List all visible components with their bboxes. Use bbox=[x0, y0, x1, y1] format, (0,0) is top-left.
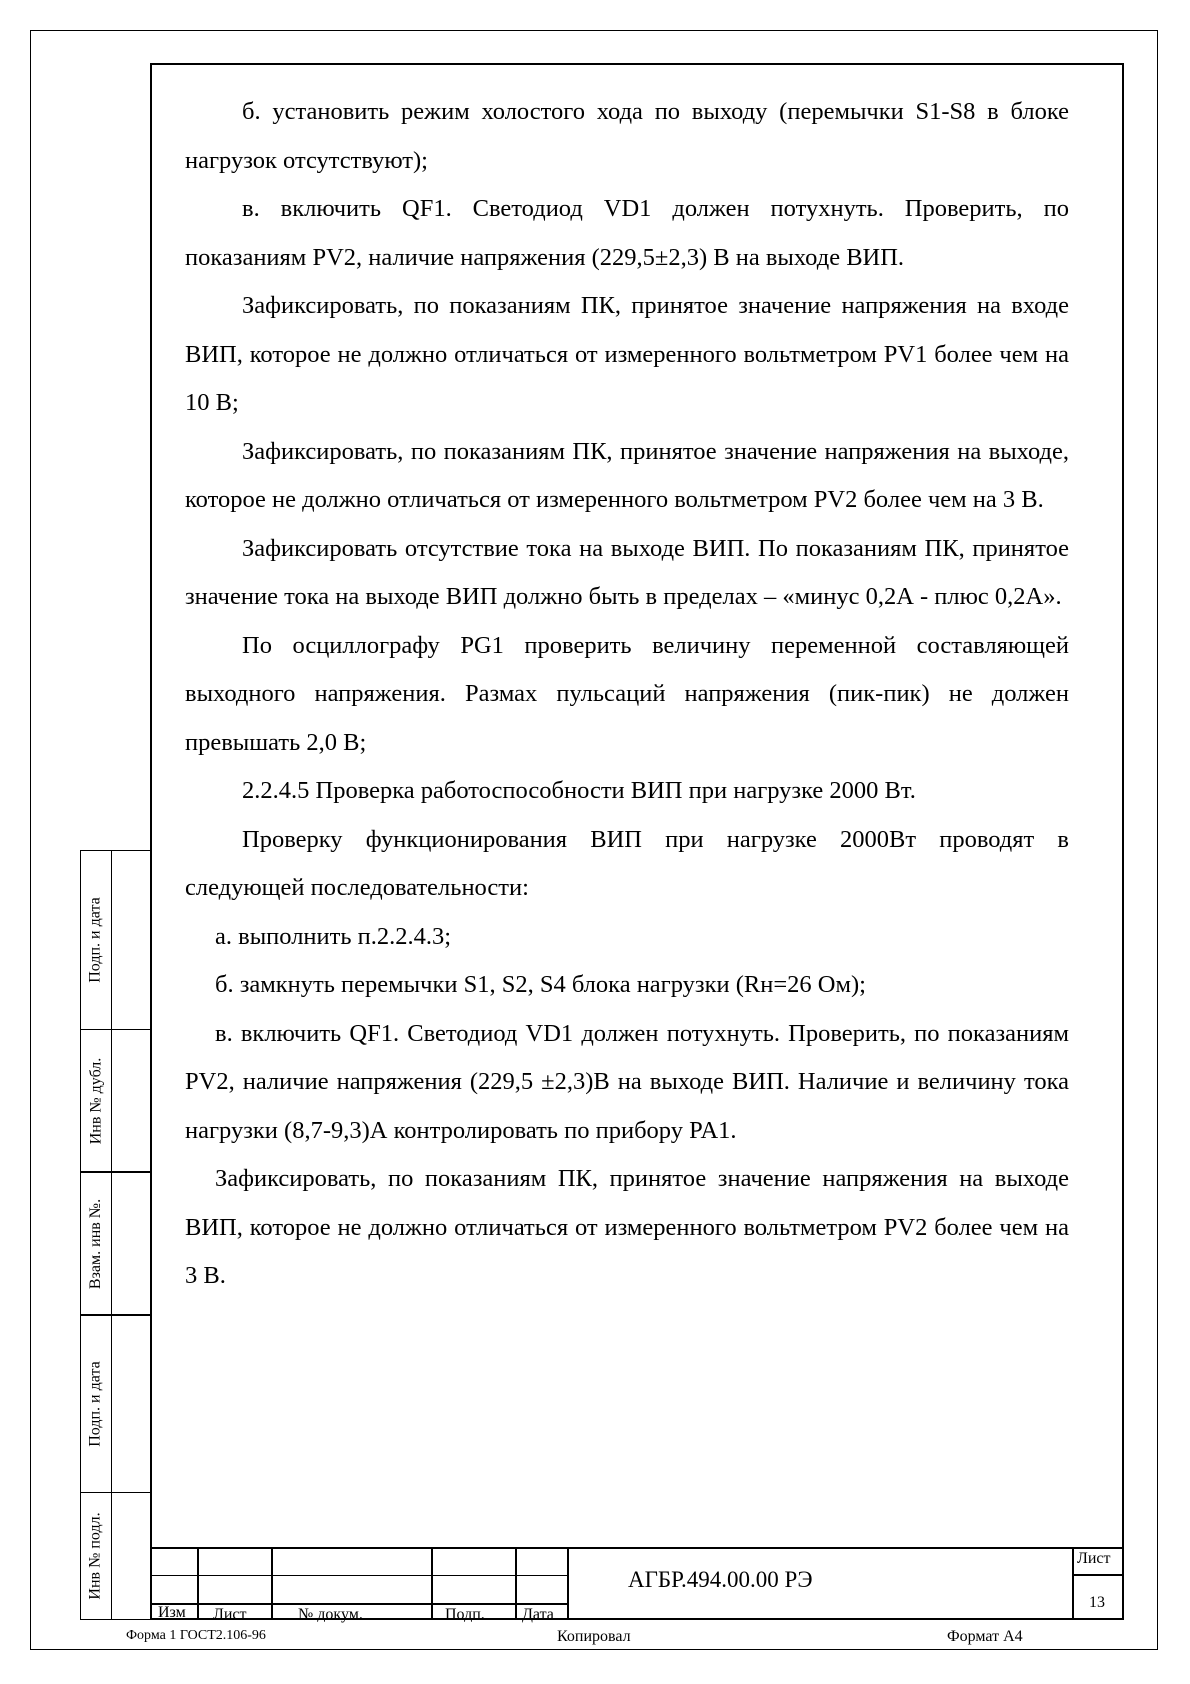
paragraph: Зафиксировать, по показаниям ПК, принятое значение напряжения на выходе ВИП, которое не должно отличаться от измеренного вольтметром PV2 более чем на 3 В. bbox=[185, 1165, 1069, 1289]
col-list-label: Лист bbox=[213, 1606, 247, 1623]
side-stamp-label: Взам. инв №. bbox=[87, 1198, 105, 1289]
paragraph: По осциллографу PG1 проверить величину переменной составляющей выходного напряжения. Размах пульсаций напряжения (пик-пик) не должен превышать 2,0 В; bbox=[185, 631, 1069, 756]
document-designation: АГБР.494.00.00 РЭ bbox=[628, 1567, 813, 1592]
format-label: Формат А4 bbox=[947, 1628, 1023, 1645]
sheet-number: 13 bbox=[1089, 1594, 1105, 1611]
list-item: а. выполнить п.2.2.4.3; bbox=[215, 922, 452, 950]
side-stamp-cell bbox=[80, 1030, 150, 1172]
side-stamp-cell bbox=[80, 1315, 150, 1493]
side-stamp-cell bbox=[80, 1172, 150, 1315]
paragraph: б. установить режим холостого хода по выходу (перемычки S1-S8 в блоке нагрузок отсутствуют); bbox=[185, 98, 1069, 174]
paragraph: Зафиксировать, по показаниям ПК, принятое значение напряжения на выходе, которое не должно отличаться от измеренного вольтметром PV2 более чем на 3 В. bbox=[185, 437, 1069, 513]
section-heading: 2.2.4.5 Проверка работоспособности ВИП при нагрузке 2000 Вт. bbox=[242, 777, 916, 804]
paragraph: в. включить QF1. Светодиод VD1 должен потухнуть. Проверить, по показаниям PV2, наличие напряжения (229,5±2,3) В на выходе ВИП. bbox=[185, 195, 1069, 271]
side-stamp-label: Инв № подл. bbox=[87, 1512, 105, 1600]
col-sign-label: Подп. bbox=[445, 1606, 485, 1623]
side-stamp-cell bbox=[80, 850, 150, 1030]
paragraph: Проверку функционирования ВИП при нагрузке 2000Вт проводят в следующей последовательности: bbox=[185, 825, 1069, 901]
list-item: в. включить QF1. Светодиод VD1 должен потухнуть. Проверить, по показаниям PV2, наличие напряжения (229,5 ±2,3)В на выходе ВИП. Наличие и величину тока нагрузки (8,7-9,3)А контролировать по прибору PA1. bbox=[185, 1019, 1069, 1144]
form-label: Форма 1 ГОСТ2.106-96 bbox=[126, 1628, 266, 1643]
document-body bbox=[185, 88, 1069, 1301]
side-stamp-label: Подп. и дата bbox=[87, 1361, 105, 1447]
side-stamp-label: Подп. и дата bbox=[87, 897, 105, 983]
col-izm-label: Изм bbox=[158, 1604, 186, 1621]
sheet-label: Лист bbox=[1077, 1550, 1111, 1567]
col-doc-label: № докум. bbox=[298, 1606, 363, 1623]
copied-label: Копировал bbox=[557, 1628, 631, 1645]
paragraph: Зафиксировать отсутствие тока на выходе ВИП. По показаниям ПК, принятое значение тока на выходе ВИП должно быть в пределах – «минус 0,2А - плюс 0,2А». bbox=[185, 534, 1069, 610]
col-date-label: Дата bbox=[522, 1606, 554, 1623]
side-stamp-label: Инв № дубл. bbox=[87, 1057, 104, 1144]
side-stamp-cell bbox=[80, 1493, 150, 1620]
paragraph: Зафиксировать, по показаниям ПК, принятое значение напряжения на входе ВИП, которое не должно отличаться от измеренного вольтметром PV1 более чем на 10 В; bbox=[185, 292, 1069, 416]
list-item: б. замкнуть перемычки S1, S2, S4 блока нагрузки (Rн=26 Ом); bbox=[215, 971, 866, 998]
